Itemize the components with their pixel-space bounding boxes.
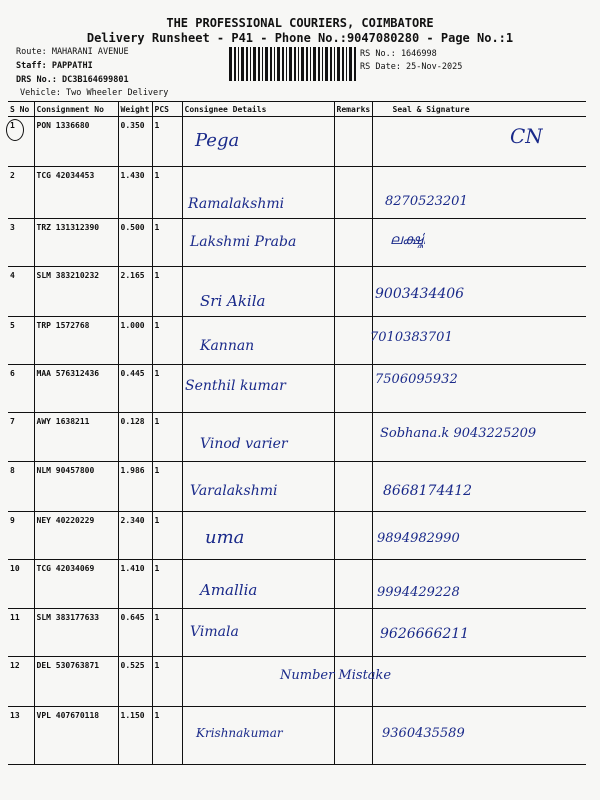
barcode-bar: [289, 47, 292, 81]
row-seal-cell: [372, 167, 586, 219]
row-consignment-no: [34, 413, 118, 462]
row-seal-cell: [372, 317, 586, 365]
row-remarks-cell: [334, 167, 372, 219]
barcode-image: [229, 47, 357, 81]
row-consignee-cell: [182, 657, 334, 707]
row-pcs-value: 1: [154, 711, 160, 720]
row-remarks-cell: [334, 657, 372, 707]
row-weight-value: 2.340: [120, 516, 145, 525]
barcode-bar: [277, 47, 280, 81]
row-weight-value: 2.165: [120, 271, 145, 280]
row-sno-value: 1: [10, 121, 15, 130]
row-consignment-no-value: TRZ 131312390: [36, 223, 100, 232]
handwritten-consignee-name: Amallia: [200, 581, 258, 599]
row-pcs: [152, 560, 182, 609]
row-consignee-cell: [182, 365, 334, 413]
row-consignee-cell: [182, 560, 334, 609]
barcode-bar: [253, 47, 256, 81]
rs-no-label: RS No.: 1646998: [360, 49, 437, 59]
row-consignment-no: [34, 219, 118, 267]
row-consignee-cell: [182, 117, 334, 167]
handwritten-signature: 9626666211: [380, 626, 470, 642]
barcode-bar: [306, 47, 308, 81]
handwritten-signature: 9003434406: [375, 286, 465, 302]
barcode-bar: [346, 47, 347, 81]
row-seal-cell: [372, 365, 586, 413]
row-consignment-no: [34, 609, 118, 657]
col-weight-header: Weight: [118, 102, 152, 117]
table-row: [8, 317, 586, 365]
row-pcs-value: 1: [154, 321, 160, 330]
row-consignment-no: [34, 365, 118, 413]
row-pcs-value: 1: [154, 564, 160, 573]
barcode-bar: [274, 47, 275, 81]
barcode-bar: [234, 47, 236, 81]
row-sno: [8, 267, 34, 317]
row-weight: [118, 413, 152, 462]
row-consignment-no: [34, 707, 118, 765]
row-weight-value: 1.986: [120, 466, 145, 475]
row-pcs: [152, 413, 182, 462]
row-consignment-no-value: DEL 530763871: [36, 661, 100, 670]
row-remarks-cell: [334, 317, 372, 365]
barcode-bar: [313, 47, 316, 81]
barcode-bar: [286, 47, 287, 81]
barcode-bar: [246, 47, 248, 81]
table-row: [8, 560, 586, 609]
barcode-bar: [354, 47, 356, 81]
row-seal-cell: [372, 609, 586, 657]
row-pcs-value: 1: [154, 417, 160, 426]
row-consignment-no-value: TRP 1572768: [36, 321, 90, 330]
col-pcs-header: PCS: [152, 102, 182, 117]
barcode-bar: [301, 47, 304, 81]
handwritten-consignee-name: Pega: [195, 130, 240, 151]
table-row: [8, 657, 586, 707]
handwritten-signature: 9360435589: [382, 726, 465, 741]
barcode-bar: [250, 47, 251, 81]
row-sno-value: 5: [10, 321, 15, 330]
barcode-bar: [322, 47, 323, 81]
row-consignee-cell: [182, 219, 334, 267]
runsheet-table: [8, 101, 586, 765]
row-consignment-no: [34, 167, 118, 219]
row-sno: [8, 317, 34, 365]
row-sno: [8, 365, 34, 413]
row-consignment-no: [34, 657, 118, 707]
row-sno-value: 13: [10, 711, 20, 720]
row-sno: [8, 707, 34, 765]
barcode-bar: [318, 47, 320, 81]
barcode-bar: [229, 47, 232, 81]
row-remarks-cell: [334, 707, 372, 765]
handwritten-signature: CN: [510, 124, 543, 148]
row-pcs-value: 1: [154, 121, 160, 130]
handwritten-consignee-name: Kannan: [200, 338, 255, 354]
row-pcs: [152, 657, 182, 707]
row-sno-value: 9: [10, 516, 15, 525]
vehicle-label: Vehicle: Two Wheeler Delivery: [20, 88, 169, 98]
handwritten-consignee-name: Ramalakshmi: [188, 196, 285, 212]
barcode-bar: [265, 47, 268, 81]
row-remarks-cell: [334, 413, 372, 462]
row-remarks-cell: [334, 365, 372, 413]
row-sno: [8, 167, 34, 219]
row-consignment-no: [34, 117, 118, 167]
table-row: [8, 462, 586, 512]
handwritten-signature: 9894982990: [377, 531, 460, 546]
row-consignment-no-value: TCG 42034069: [36, 564, 95, 573]
row-weight: [118, 267, 152, 317]
row-pcs: [152, 117, 182, 167]
row-sno-value: 6: [10, 369, 15, 378]
row-pcs: [152, 512, 182, 560]
row-sno-value: 2: [10, 171, 15, 180]
barcode-bar: [334, 47, 335, 81]
row-consignment-no-value: NLM 90457800: [36, 466, 95, 475]
row-consignment-no-value: NEY 40220229: [36, 516, 95, 525]
row-seal-cell: [372, 413, 586, 462]
handwritten-consignee-name: uma: [205, 527, 245, 548]
handwritten-consignee-name: Number Mistake: [280, 668, 392, 683]
row-sno: [8, 219, 34, 267]
handwritten-consignee-name: Sri Akila: [200, 292, 266, 310]
row-sno-value: 11: [10, 613, 20, 622]
row-consignee-cell: [182, 707, 334, 765]
row-weight: [118, 560, 152, 609]
row-consignee-cell: [182, 462, 334, 512]
row-weight-value: 0.445: [120, 369, 145, 378]
row-sno: [8, 413, 34, 462]
row-seal-cell: [372, 462, 586, 512]
row-consignment-no-value: VPL 407670118: [36, 711, 100, 720]
table-row: [8, 167, 586, 219]
row-weight: [118, 167, 152, 219]
row-sno: [8, 609, 34, 657]
row-consignee-cell: [182, 167, 334, 219]
table-row: [8, 365, 586, 413]
handwritten-consignee-name: Varalakshmi: [190, 483, 278, 499]
table-header-row: [8, 102, 586, 117]
row-sno-value: 7: [10, 417, 15, 426]
barcode-bar: [337, 47, 340, 81]
handwritten-consignee-name: Senthil kumar: [185, 378, 286, 394]
row-consignment-no: [34, 512, 118, 560]
table-row: [8, 267, 586, 317]
table-row: [8, 512, 586, 560]
row-weight-value: 0.645: [120, 613, 145, 622]
handwritten-signature: 9994429228: [377, 585, 460, 600]
row-consignment-no-value: PON 1336680: [36, 121, 90, 130]
row-sno: [8, 117, 34, 167]
row-consignment-no: [34, 560, 118, 609]
barcode-bar: [298, 47, 299, 81]
runsheet-subtitle: Delivery Runsheet - P41 - Phone No.:9047080280 - Page No.:1: [86, 31, 514, 45]
row-seal-cell: [372, 707, 586, 765]
barcode-bar: [241, 47, 244, 81]
staff-label: Staff: PAPPATHI: [16, 61, 93, 71]
handwritten-consignee-name: Lakshmi Praba: [190, 234, 297, 250]
row-consignment-no-value: AWY 1638211: [36, 417, 90, 426]
row-pcs-value: 1: [154, 369, 160, 378]
row-seal-cell: [372, 219, 586, 267]
row-sno: [8, 462, 34, 512]
col-sno-header: S No: [8, 102, 34, 117]
barcode-bar: [294, 47, 296, 81]
row-pcs: [152, 317, 182, 365]
row-sno-value: 12: [10, 661, 20, 670]
row-pcs: [152, 167, 182, 219]
row-weight-value: 1.150: [120, 711, 145, 720]
row-weight: [118, 609, 152, 657]
row-weight: [118, 512, 152, 560]
row-pcs-value: 1: [154, 613, 160, 622]
row-pcs: [152, 609, 182, 657]
row-weight-value: 0.500: [120, 223, 145, 232]
row-seal-cell: [372, 657, 586, 707]
row-sno-value: 10: [10, 564, 20, 573]
row-weight: [118, 707, 152, 765]
row-pcs-value: 1: [154, 516, 160, 525]
row-remarks-cell: [334, 267, 372, 317]
row-consignee-cell: [182, 512, 334, 560]
barcode-bar: [349, 47, 352, 81]
company-title: THE PROFESSIONAL COURIERS, COIMBATORE: [166, 16, 434, 30]
row-remarks-cell: [334, 609, 372, 657]
row-pcs-value: 1: [154, 223, 160, 232]
row-pcs-value: 1: [154, 171, 160, 180]
row-consignment-no-value: SLM 383177633: [36, 613, 100, 622]
row-weight-value: 1.000: [120, 321, 145, 330]
table-row: [8, 219, 586, 267]
row-sno-value: 4: [10, 271, 15, 280]
row-remarks-cell: [334, 462, 372, 512]
row-weight-value: 0.350: [120, 121, 145, 130]
handwritten-consignee-name: Vimala: [190, 624, 239, 640]
row-consignee-cell: [182, 267, 334, 317]
row-consignee-cell: [182, 317, 334, 365]
row-weight: [118, 462, 152, 512]
row-weight: [118, 657, 152, 707]
row-weight: [118, 219, 152, 267]
barcode-bar: [270, 47, 272, 81]
row-consignment-no: [34, 317, 118, 365]
col-remarks-header: Remarks: [334, 102, 372, 117]
row-weight-value: 0.128: [120, 417, 145, 426]
handwritten-signature: 7506095932: [375, 372, 458, 387]
handwritten-consignee-name: Vinod varier: [200, 436, 288, 452]
row-sno: [8, 560, 34, 609]
table-row: [8, 413, 586, 462]
row-sno: [8, 512, 34, 560]
row-consignment-no-value: MAA 576312436: [36, 369, 100, 378]
handwritten-signature: 7010383701: [370, 330, 453, 345]
row-weight: [118, 365, 152, 413]
handwritten-consignee-name: Krishnakumar: [196, 726, 283, 740]
barcode-bar: [330, 47, 332, 81]
col-seal-header: Seal & Signature: [372, 102, 586, 117]
row-weight-value: 1.430: [120, 171, 145, 180]
row-consignment-no: [34, 267, 118, 317]
row-pcs: [152, 462, 182, 512]
row-consignment-no-value: SLM 383210232: [36, 271, 100, 280]
barcode-bar: [238, 47, 239, 81]
table-row: [8, 707, 586, 765]
row-remarks-cell: [334, 512, 372, 560]
col-consignee-header: Consignee Details: [182, 102, 334, 117]
row-sno-value: 3: [10, 223, 15, 232]
row-pcs: [152, 707, 182, 765]
route-label: Route: MAHARANI AVENUE: [16, 47, 129, 57]
row-weight: [118, 317, 152, 365]
rs-date-label: RS Date: 25-Nov-2025: [360, 62, 463, 72]
handwritten-signature: Sobhana.k 9043225209: [380, 426, 537, 441]
barcode-bar: [310, 47, 311, 81]
row-sno: [8, 657, 34, 707]
row-pcs: [152, 219, 182, 267]
row-seal-cell: [372, 560, 586, 609]
row-weight-value: 1.410: [120, 564, 145, 573]
row-pcs-value: 1: [154, 271, 160, 280]
barcode-bar: [342, 47, 344, 81]
row-consignment-no: [34, 462, 118, 512]
row-weight-value: 0.525: [120, 661, 145, 670]
row-pcs-value: 1: [154, 466, 160, 475]
handwritten-signature: 8270523201: [385, 194, 468, 209]
row-pcs: [152, 365, 182, 413]
row-seal-cell: [372, 267, 586, 317]
barcode-bar: [258, 47, 260, 81]
row-pcs-value: 1: [154, 661, 160, 670]
row-seal-cell: [372, 117, 586, 167]
drs-label: DRS No.: DC3B164699801: [16, 75, 129, 85]
row-consignee-cell: [182, 413, 334, 462]
handwritten-signature: 8668174412: [383, 483, 473, 499]
row-remarks-cell: [334, 560, 372, 609]
barcode-bar: [282, 47, 284, 81]
row-sno-value: 8: [10, 466, 15, 475]
col-consignment-header: Consignment No: [34, 102, 118, 117]
row-consignment-no-value: TCG 42034453: [36, 171, 95, 180]
row-seal-cell: [372, 512, 586, 560]
row-consignee-cell: [182, 609, 334, 657]
row-remarks-cell: [334, 219, 372, 267]
barcode-bar: [325, 47, 328, 81]
table-row: [8, 117, 586, 167]
table-row: [8, 609, 586, 657]
row-pcs: [152, 267, 182, 317]
row-remarks-cell: [334, 117, 372, 167]
row-weight: [118, 117, 152, 167]
handwritten-signature: ലക്ഷ്മി: [390, 232, 426, 248]
barcode-bar: [262, 47, 263, 81]
